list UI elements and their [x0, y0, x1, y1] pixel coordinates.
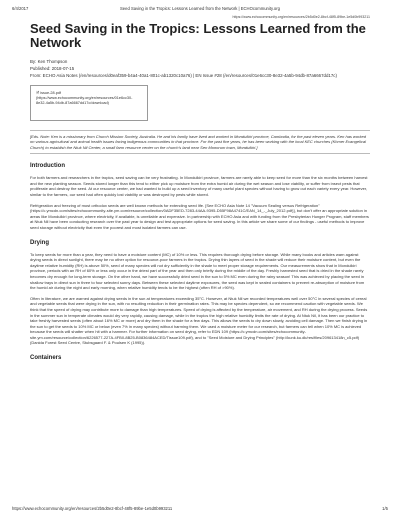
print-header — [12, 6, 388, 14]
page-number: 1/5 — [382, 506, 388, 511]
print-footer — [12, 506, 388, 514]
editor-note: [Eds. Note: Ken is a missionary from Church Mission Society, Australia. He and his family have lived and worked in Mondulkiri province, Cambodia, for the past eleven years. Ken has worked on various agricultural and animal health issues facing indigenous communities in that province. For the past five years, he has been working with the local KEC churches (Khmer Evangelical Church) to establish the Ntuk Nil Center, a small farm resource center on the church's land near Sen Monorum town, Mondulkiri.] — [30, 130, 370, 154]
page-url: https://www.echocommunity.org/en/resources/2b5d0e2-8bcf-48f5-89be-1e5d0b993211 — [232, 15, 370, 19]
section-heading-introduction: Introduction — [30, 163, 65, 170]
print-date: 6/4/2017 — [12, 6, 29, 11]
article-author: By: Ken Thompson — [30, 59, 68, 64]
pdf-download-link[interactable]: (https://www.echocommunity.org/en/resources/01e6cc30-8e32-4a5b-94db-87a6667dd17c/download) — [36, 96, 133, 105]
section-heading-containers: Containers — [30, 355, 62, 362]
pdf-filename[interactable]: issue-28.pdf — [40, 91, 61, 95]
print-title: Seed Saving in the Tropics: Lessons Learned from the Network | ECHOcommunity.org — [120, 6, 280, 11]
drying-paragraph-2: Often in literature, we are warned against drying seeds in the sun at temperatures exceeding 35°C. However, at Ntuk Nil we recorded temperatures well over 50°C in several species of cereal and vegetable seeds that were drying in the sun, with no resulting reduction in their germination rates. This may be species dependent, so we recommend caution with vegetable seeds. We think that the speed of drying may contribute more to damage than high temperatures. Speed of drying is affected by the temperature, air movement, and RH during the drying process. Seeds in the summer sun in temperate climates would dry very rapidly, causing damage, while in the tropics the high relative humidity limits the rate of drying. At Ntuk Nil, it has been our practice to take freshly harvested seeds (often about 16% MC or more) and dry them in the shade for a few days. This allows the seeds to dry down slowly, avoiding cell damage. Then we finish drying in the sun to get the seeds to 10% MC or below (even 7% in many species) without harming them. We used a moisture meter for our research, but farmers can tell when 10% MC is achieved because the seeds will shatter when hit with a hammer. For further information on seed drying, refer to EDN 109 (https://c.ymcdn.com/sites/echocommunity-site.ym.com/resource/collection/6226577-227A-4FB0-8B25-B0836484ACED/Tissue109.pdf), and to "Seed Moisture and Drying Principles" (http://kunk.ku.dk/res/files/209613418n_c5.pdf) (Danida Forest Seed Centre, Stubsgaard F. & Poulsen K (1995)). — [30, 295, 368, 346]
footer-url: https://www.echocommunity.org/en/resources/2b5d0e2-8bcf-48f5-89be-1e5d0b993211 — [12, 506, 173, 511]
article-published: Published: 2018-07-15 — [30, 66, 75, 71]
document-icon: 🗎 — [36, 90, 40, 95]
article-title: Seed Saving in the Tropics: Lessons Learned from the Network — [30, 21, 366, 50]
article-meta — [30, 58, 370, 79]
article-page — [30, 14, 370, 367]
intro-paragraph-1: For both farmers and researchers in the tropics, seed saving can be very frustrating. In Mondulkiri province, farmers are rarely able to keep seed for more than the six months between harvest and the new planting season. Seeds stored longer than this tend to either pick up moisture from the extra humid air during the wet season and lose viability, or suffer from insect pests that proliferate and destroy the seed. At our resource center, we had wanted to build up a seed inventory of many useful plant species without having to grow out each variety every year. However, similar to the farmers, our seed had often quickly lost viability or was destroyed by pests while stored. — [30, 175, 368, 197]
section-heading-drying: Drying — [30, 239, 50, 246]
pdf-attachment[interactable] — [30, 85, 148, 121]
article-source[interactable]: From: ECHO Asia Notes (/en/resources/d0eaf359-b4a4-40a1-801c-ab1320c10a76) | EN Issue #28 (/en/resources/01e6cc30-8e32-4a5b-94db-87a6667dd17c) — [30, 73, 337, 78]
drying-paragraph-1: To keep seeds for more than a year, they need to have a moisture content (MC) of 10% or less. This requires thorough drying before storage. While many books and articles warn against drying seeds in direct sunlight, there may be no other option for resource-poor farmers in the tropics. Drying thin layers of seed in the shade will reduce their moisture content, but even the daytime relative humidity (RH) is above 50%, seed of many species will not dry sufficiently in the shade to meet proper storage requirements. Our measurements show that in Mondulkiri province, periods with an RH of 60% or less only occur in the driest part of the year and then only briefly during the middle of the day. Freshly harvested seed that is dried in the shade rarely becomes dry enough for long-term storage. On the other hand, we have successfully dried seed in the sun to 5% MC even during the rainy season! This was achieved by placing the seed in shallow trays in direct sun in three to four selected sunny days. Between these selected daytime exposures, the seed was kept in sealed containers to prevent re-absorption of moisture from the humid air during the night and early morning, when relative humidity tends to be the highest (often RH of >90%). — [30, 251, 365, 291]
intro-paragraph-2: Refrigeration and freezing of most orthodox seeds are well known methods for extending seed life. [See ECHO Asia Note 14 "Vacuum Sealing versus Refrigeration" (https://c.ymcdn.com/sites/echocommunity-site.ym.com/resource/collection/0ADF35ED-7283-44AA-9395-D55F98A4741C/EAN_14_-_July_2012.pdf)], but don't offer an appropriate solution in areas like Mondulkiri province, where electricity, if available, is unreliable and expensive. In partnership with ECHO Asia and with funding from the Presbyterian Hunger Program, staff members at Ntuk Nil have been conducting research over the past year to design and test appropriate options for seed saving. In this article we share some of our findings - useful methods to improve seed storage without electricity that even the poorest and most isolated farmers can use. — [30, 202, 369, 230]
